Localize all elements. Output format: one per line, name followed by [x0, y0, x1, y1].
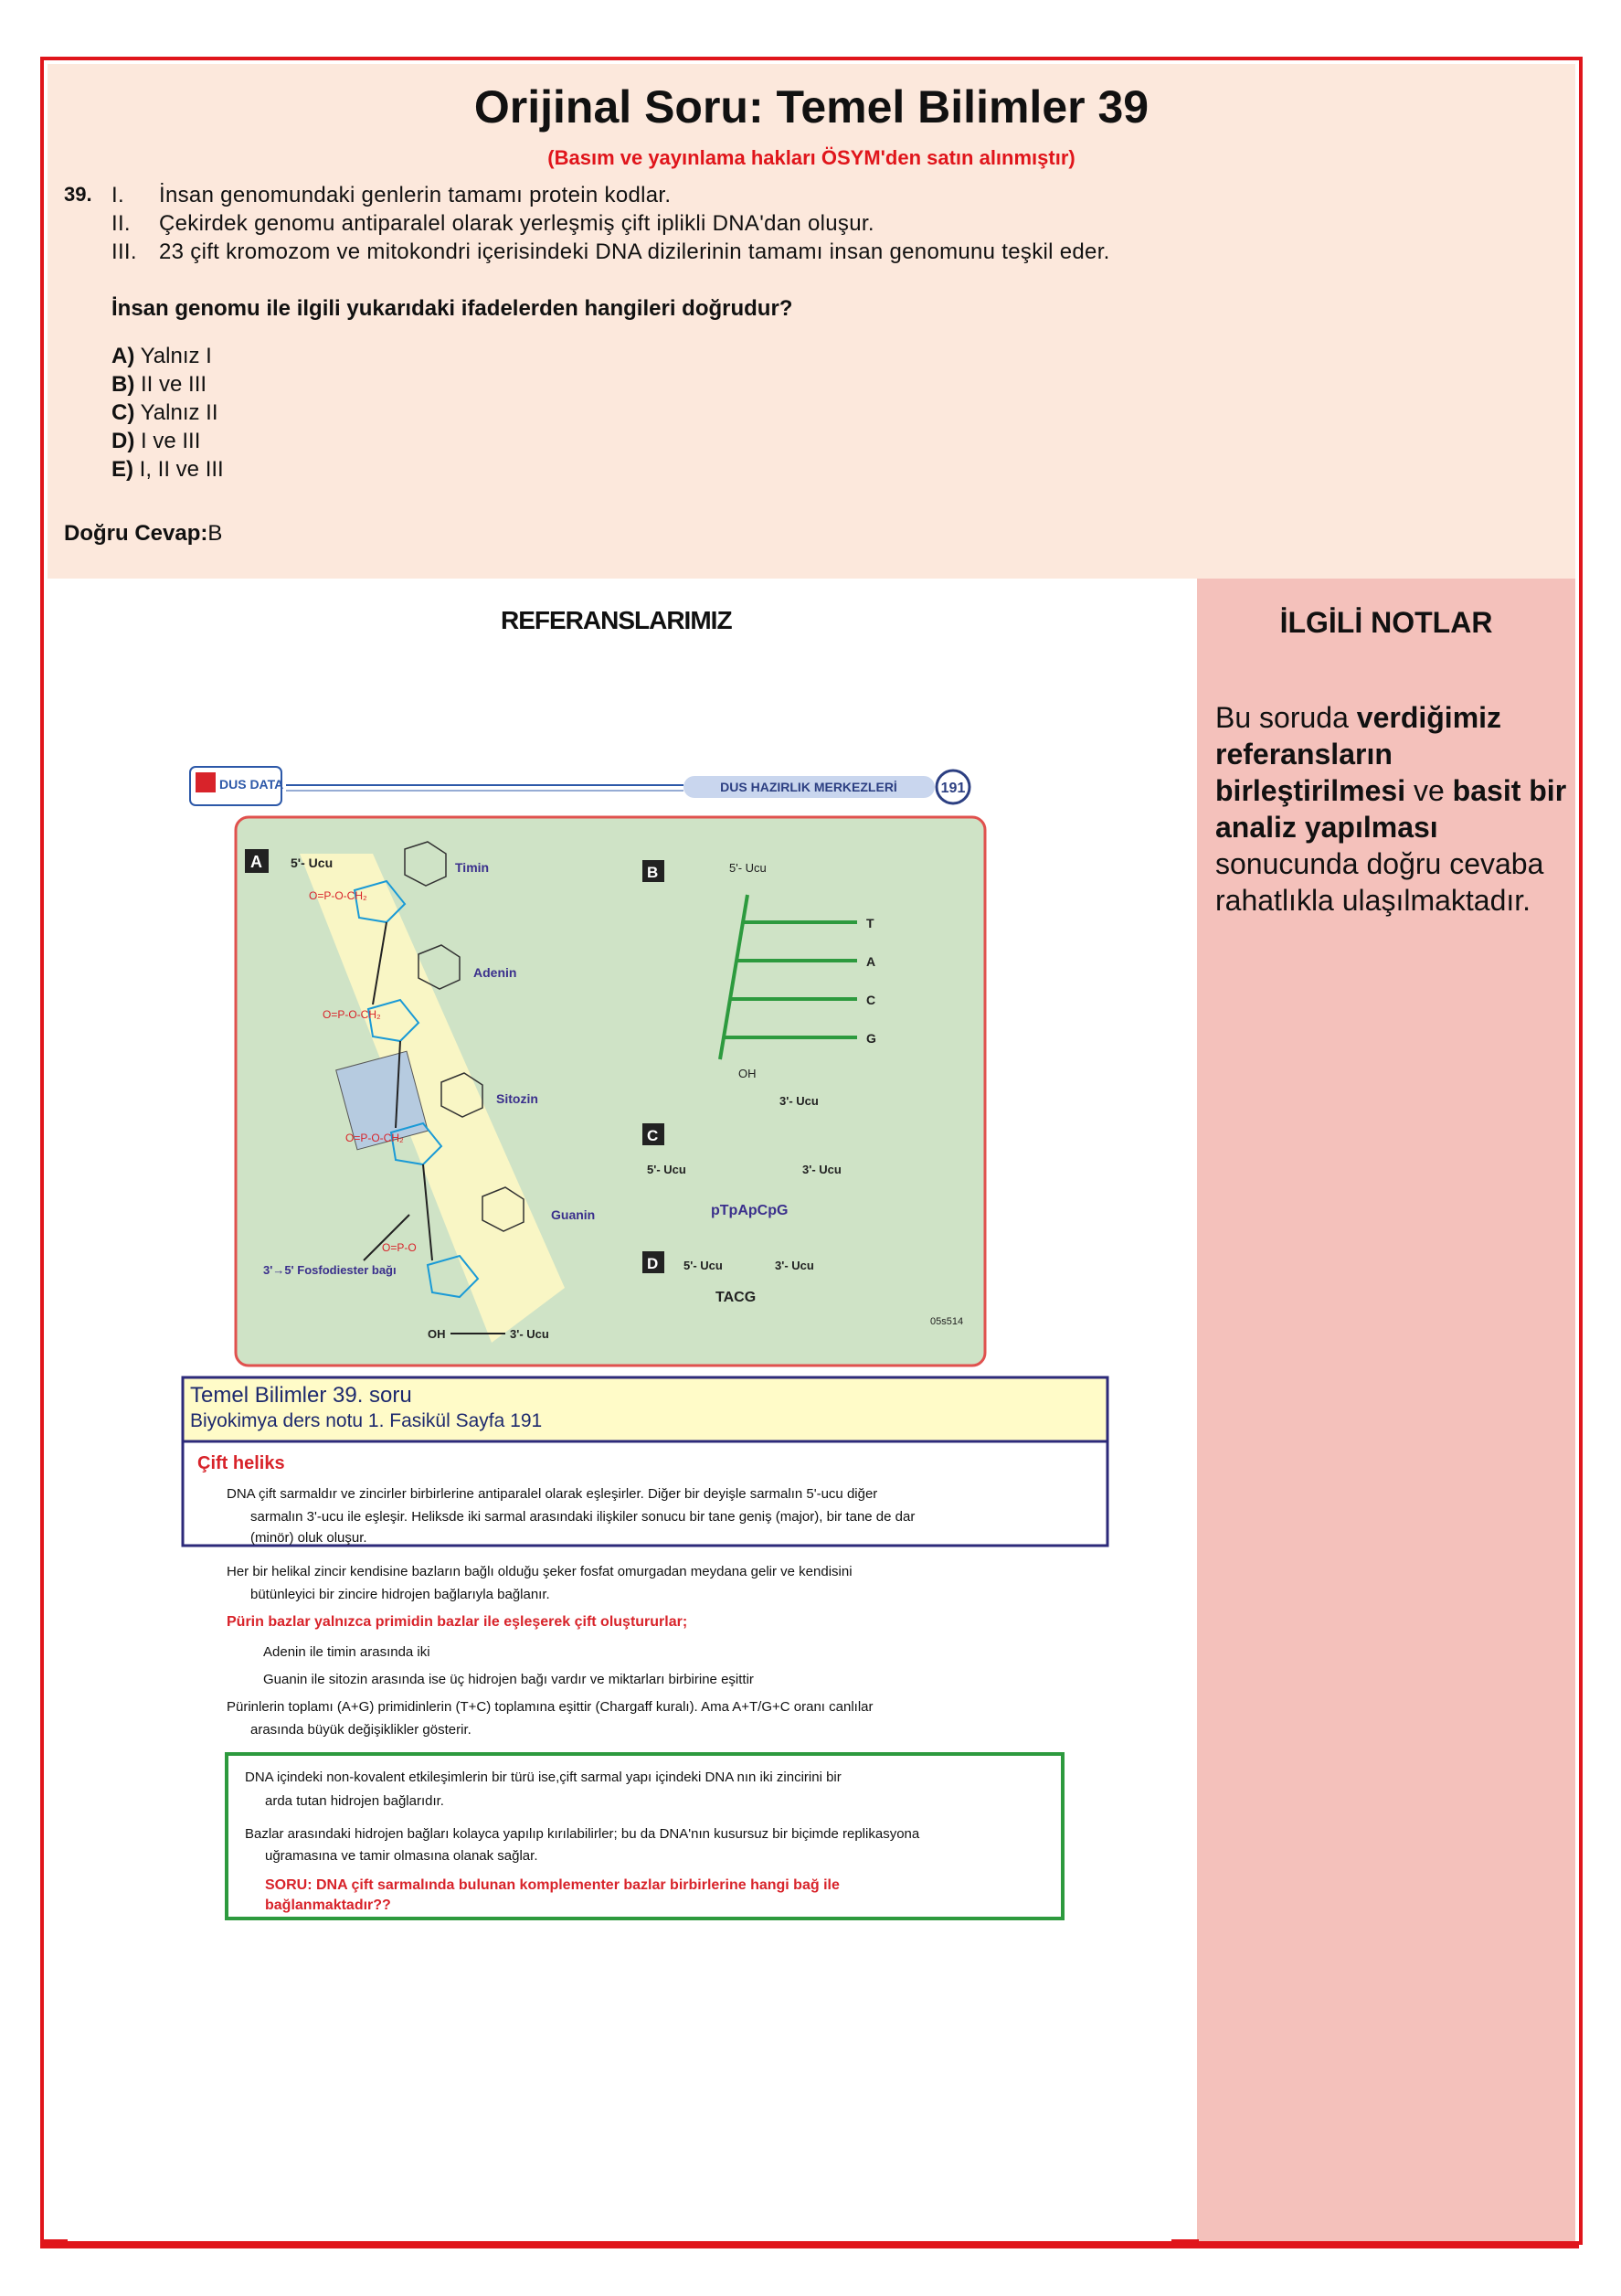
bottom-rule	[44, 2241, 1579, 2248]
label-sitozin: Sitozin	[496, 1091, 538, 1106]
caption-title: Temel Bilimler 39. soru	[190, 1383, 412, 1408]
svg-text:D: D	[647, 1255, 659, 1272]
option-b[interactable]: B) II ve III	[111, 372, 207, 397]
notes-title: İLGİLİ NOTLAR	[1279, 606, 1493, 639]
svg-text:5'- Ucu: 5'- Ucu	[291, 856, 334, 870]
logo-text: DUS DATA	[219, 777, 284, 792]
svg-text:A: A	[250, 853, 262, 871]
svg-text:5'- Ucu: 5'- Ucu	[729, 861, 767, 875]
label-timin: Timin	[455, 860, 490, 875]
section-heading: Çift heliks	[197, 1453, 285, 1473]
statement-1: I. İnsan genomundaki genlerin tamamı protein kodlar.	[111, 183, 672, 207]
svg-text:O=P-O: O=P-O	[382, 1241, 417, 1254]
label-guanin: Guanin	[551, 1207, 596, 1222]
svg-text:bağlanmaktadır??: bağlanmaktadır??	[265, 1897, 391, 1913]
svg-text:arda tutan hidrojen bağlarıdır: arda tutan hidrojen bağlarıdır.	[265, 1793, 444, 1809]
bottom-mid-tab	[1171, 2239, 1199, 2248]
notes-body: Bu soruda verdiğimiz referansların birleştirilmesi ve basit bir analiz yapılması sonucunda doğru cevaba rahatlıkla ulaşılmaktadır.	[1215, 701, 1567, 917]
svg-text:3'- Ucu: 3'- Ucu	[510, 1327, 549, 1341]
label-adenin: Adenin	[473, 965, 517, 980]
svg-text:5'- Ucu: 5'- Ucu	[647, 1163, 686, 1176]
svg-text:C: C	[866, 993, 876, 1007]
caption-subtitle: Biyokimya ders notu 1. Fasikül Sayfa 191	[190, 1410, 543, 1431]
page-banner: DUS HAZIRLIK MERKEZLERİ	[720, 780, 897, 794]
page-title: Orijinal Soru: Temel Bilimler 39	[473, 81, 1150, 133]
svg-text:Her bir helikal zincir kendisi: Her bir helikal zincir kendisine bazların bağlı olduğu şeker fosfat omurgadan meydana gelir ve kendisini	[227, 1564, 853, 1579]
svg-text:DNA içindeki non-kovalent etki: DNA içindeki non-kovalent etkileşimlerin bir türü ise,çift sarmal yapı içindeki DNA nın iki zincirini bir	[245, 1770, 842, 1785]
svg-text:sarmalın 3'-ucu ile eşleşir. H: sarmalın 3'-ucu ile eşleşir. Heliksde iki sarmal arasındaki ilişkiler sonucu bir tane geniş (major), bir tane de dar	[250, 1509, 916, 1525]
svg-text:3'- Ucu: 3'- Ucu	[802, 1163, 842, 1176]
sequence-c: pTpApCpG	[711, 1203, 789, 1218]
svg-text:T: T	[866, 916, 874, 930]
svg-text:3'- Ucu: 3'- Ucu	[775, 1259, 814, 1272]
question-prompt: İnsan genomu ile ilgili yukarıdaki ifadelerden hangileri doğrudur?	[111, 296, 793, 321]
svg-text:uğramasına ve tamir olmasına o: uğramasına ve tamir olmasına olanak sağlar.	[265, 1848, 538, 1864]
svg-text:O=P-O-CH₂: O=P-O-CH₂	[323, 1008, 381, 1021]
references-title: REFERANSLARIMIZ	[501, 606, 732, 634]
svg-text:OH: OH	[738, 1067, 757, 1080]
svg-text:Bazlar arasındaki hidrojen bağ: Bazlar arasındaki hidrojen bağları kolayca yapılıp kırılabilirler; bu da DNA'nın kusursuz bir biçimde replikasyona	[245, 1826, 920, 1842]
reference-page-image	[181, 758, 1111, 1937]
svg-text:C: C	[647, 1127, 659, 1144]
svg-text:O=P-O-CH₂: O=P-O-CH₂	[309, 889, 367, 902]
svg-text:Guanin ile sitozin arasında is: Guanin ile sitozin arasında ise üç hidrojen bağı vardır ve miktarları birbirine eşittir	[263, 1672, 754, 1687]
svg-text:arasında büyük değişiklikler g: arasında büyük değişiklikler gösterir.	[250, 1722, 471, 1738]
bottom-left-tab	[40, 2239, 68, 2248]
statement-2: II. Çekirdek genomu antiparalel olarak yerleşmiş çift iplikli DNA'dan oluşur.	[111, 211, 874, 236]
statement-3: III. 23 çift kromozom ve mitokondri içerisindeki DNA dizilerinin tamamı insan genomunu teşkil eder.	[111, 239, 1110, 264]
correct-answer: Doğru Cevap:B	[64, 521, 223, 546]
option-e[interactable]: E) I, II ve III	[111, 457, 224, 482]
copyright-notice: (Basım ve yayınlama hakları ÖSYM'den satın alınmıştır)	[547, 146, 1075, 169]
svg-text:Pürin bazlar yalnızca primidin: Pürin bazlar yalnızca primidin bazlar ile eşleşerek çift oluştururlar;	[227, 1614, 688, 1630]
question-number: 39.	[64, 183, 92, 206]
option-a[interactable]: A) Yalnız I	[111, 344, 212, 368]
label-fosfodiester: 3'→5' Fosfodiester bağı	[263, 1263, 397, 1277]
svg-text:OH: OH	[428, 1327, 446, 1341]
svg-text:DNA çift sarmaldır ve zincirle: DNA çift sarmaldır ve zincirler birbirlerine antiparalel olarak eşleşirler. Diğer bir deyişle sarmalın 5'-ucu diğer	[227, 1486, 878, 1502]
svg-text:bütünleyici bir zincire hidroj: bütünleyici bir zincire hidrojen bağlarıyla bağlanır.	[250, 1587, 550, 1602]
svg-text:Adenin ile timin arasında iki: Adenin ile timin arasında iki	[263, 1644, 430, 1660]
svg-text:(minör) oluk oluşur.: (minör) oluk oluşur.	[250, 1530, 367, 1546]
svg-text:05s514: 05s514	[930, 1316, 964, 1327]
page-number: 191	[940, 781, 966, 796]
svg-text:3'- Ucu: 3'- Ucu	[779, 1094, 819, 1108]
option-d[interactable]: D) I ve III	[111, 429, 201, 453]
question-box	[48, 64, 1575, 579]
svg-text:5'- Ucu: 5'- Ucu	[683, 1259, 723, 1272]
svg-text:G: G	[866, 1031, 876, 1046]
svg-text:A: A	[866, 954, 876, 969]
svg-text:Pürinlerin toplamı (A+G) primi: Pürinlerin toplamı (A+G) primidinlerin (T+C) toplamına eşittir (Chargaff kuralı). Ama A+T/G+C oranı canlılar	[227, 1699, 874, 1715]
option-c[interactable]: C) Yalnız II	[111, 400, 218, 425]
page-frame	[40, 57, 1583, 2245]
sequence-d: TACG	[715, 1290, 757, 1305]
svg-text:O=P-O-CH₂: O=P-O-CH₂	[345, 1132, 404, 1144]
svg-text:SORU: DNA çift sarmalında bulu: SORU: DNA çift sarmalında bulunan komplementer bazlar birbirlerine hangi bağ ile	[265, 1877, 840, 1893]
dus-data-logo	[190, 767, 283, 805]
svg-text:B: B	[647, 864, 659, 881]
notes-panel	[1197, 579, 1575, 2245]
